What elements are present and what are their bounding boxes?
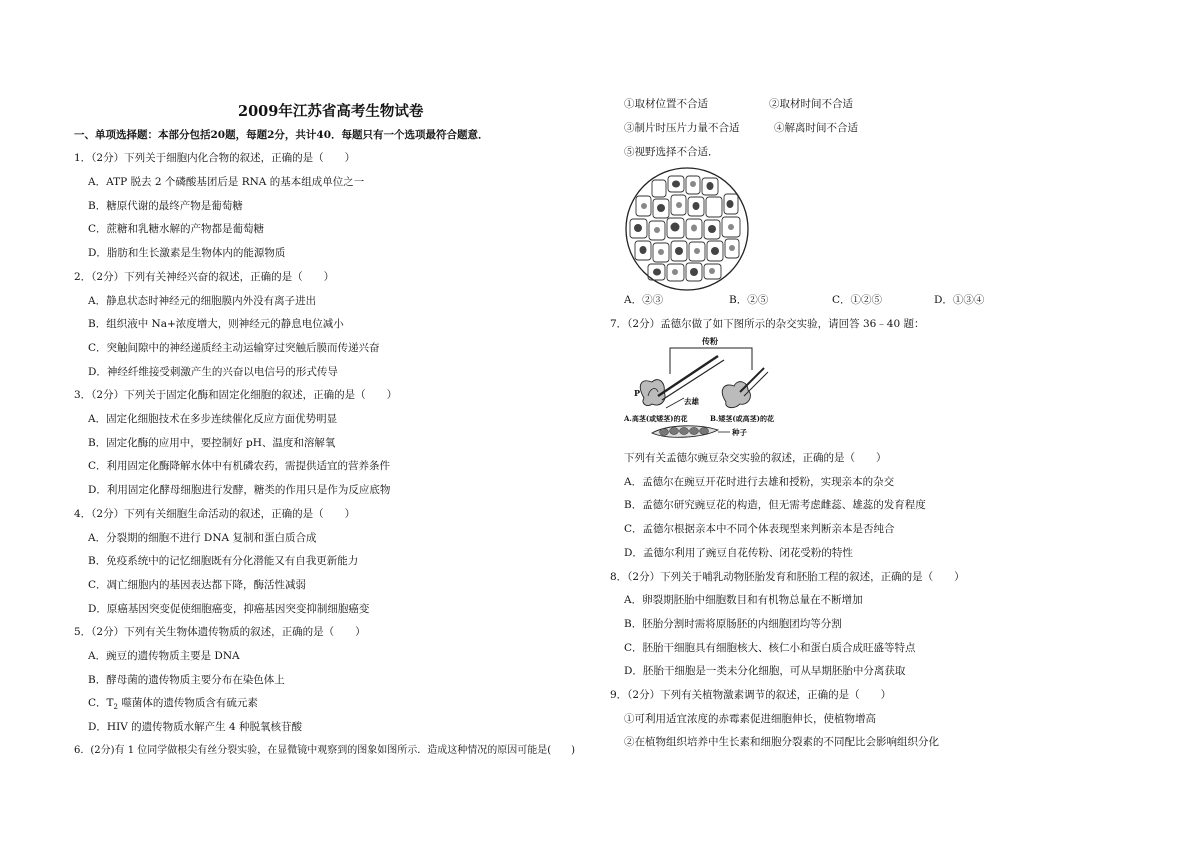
q1-option-a: A．ATP 脱去 2 个磷酸基团后是 RNA 的基本组成单位之一 — [88, 176, 365, 188]
section-heading: 一、单项选择题：本部分包括20题，每题2分，共计40．每题只有一个选项最符合题意． — [74, 129, 489, 141]
microscope-view-figure — [624, 166, 750, 292]
q6-item-1: ①取材位置不合适 — [624, 98, 708, 110]
q4-option-a: A．分裂期的细胞不进行 DNA 复制和蛋白质合成 — [88, 532, 317, 544]
q2-option-c: C．突触间隙中的神经递质经主动运输穿过突触后膜而传递兴奋 — [88, 342, 380, 354]
q5-option-c-prefix: C．T — [88, 697, 114, 709]
q9-stem: 9．（2分）下列有关植物激素调节的叙述，正确的是（ ） — [610, 689, 892, 701]
q2-option-b: B．组织液中 Na+浓度增大，则神经元的静息电位减小 — [88, 318, 344, 330]
q3-option-c: C．利用固定化酶降解水体中有机磷农药，需提供适宜的营养条件 — [88, 460, 391, 472]
q7-sub-stem: 下列有关孟德尔豌豆杂交实验的叙述，正确的是（ ） — [624, 452, 887, 464]
q1-option-b: B．糖原代谢的最终产物是葡萄糖 — [88, 200, 243, 212]
q8-stem: 8．（2分）下列关于哺乳动物胚胎发育和胚胎工程的叙述，正确的是（ ） — [610, 571, 965, 583]
q6-item-4: ④解离时间不合适 — [774, 122, 858, 134]
q7-option-a: A．孟德尔在豌豆开花时进行去雄和授粉，实现亲本的杂交 — [624, 476, 895, 488]
q6-option-b: B．②⑤ — [729, 294, 769, 306]
q2-option-a: A．静息状态时神经元的细胞膜内外没有离子进出 — [88, 295, 317, 307]
q7-option-d: D．孟德尔利用了豌豆自花传粉、闭花受粉的特性 — [624, 547, 853, 559]
q6-stem: 6．(2分)有 1 位同学做根尖有丝分裂实验，在显微镜中观察到的图象如图所示．造成这种情况的原因可能是( ) — [74, 745, 576, 756]
q2-stem: 2．（2分）下列有关神经兴奋的叙述，正确的是（ ） — [74, 271, 335, 283]
q3-stem: 3．（2分）下列关于固定化酶和固定化细胞的叙述，正确的是（ ） — [74, 389, 398, 401]
q3-option-b: B．固定化酶的应用中，要控制好 pH、温度和溶解氧 — [88, 437, 336, 449]
q4-option-b: B．免疫系统中的记忆细胞既有分化潜能又有自我更新能力 — [88, 555, 359, 567]
q5-option-b: B．酵母菌的遗传物质主要分布在染色体上 — [88, 674, 285, 686]
q6-item-5: ⑤视野选择不合适． — [624, 146, 719, 158]
q4-stem: 4．（2分）下列有关细胞生命活动的叙述，正确的是（ ） — [74, 508, 356, 520]
q5-option-c — [88, 696, 258, 714]
q5-option-c-text: 噬菌体的遗传物质含有硫元素 — [118, 697, 258, 709]
q1-option-d: D．脂肪和生长激素是生物体内的能源物质 — [88, 247, 286, 259]
q4-option-d: D．原癌基因突变促使细胞癌变，抑癌基因突变抑制细胞癌变 — [88, 603, 370, 615]
mendel-figure-label-b: B.矮茎(或高茎)的花 — [710, 414, 774, 423]
q2-option-d: D．神经纤维接受刺激产生的兴奋以电信号的形式传导 — [88, 366, 338, 378]
q5-option-d: D．HIV 的遗传物质水解产生 4 种脱氧核苷酸 — [88, 721, 302, 733]
q5-option-c-subscript: 2 — [113, 703, 119, 712]
q1-stem: 1．（2分）下列关于细胞内化合物的叙述，正确的是（ ） — [74, 152, 356, 164]
q5-stem: 5．（2分）下列有关生物体遗传物质的叙述，正确的是（ ） — [74, 626, 366, 638]
mendel-figure-label-seed: 种子 — [732, 428, 747, 437]
q5-option-a: A．豌豆的遗传物质主要是 DNA — [88, 650, 240, 662]
mendel-figure-label-top: 传粉 — [702, 336, 718, 346]
q7-stem: 7．（2分）孟德尔做了如下图所示的杂交实验，请回答 36﹣40 题： — [610, 318, 925, 330]
mendel-figure-label-a: A.高茎(或矮茎)的花 — [624, 414, 688, 423]
q6-option-a: A．②③ — [624, 294, 664, 306]
q4-option-c: C．凋亡细胞内的基因表达都下降，酶活性减弱 — [88, 579, 307, 591]
mendel-cross-drawing — [622, 338, 792, 446]
q6-item-3: ③制片时压片力量不合适 — [624, 122, 740, 134]
q3-option-d: D．利用固定化酵母细胞进行发酵，糖类的作用只是作为反应底物 — [88, 484, 391, 496]
q8-option-d: D．胚胎干细胞是一类未分化细胞，可从早期胚胎中分离获取 — [624, 665, 906, 677]
q1-option-c: C．蔗糖和乳糖水解的产物都是葡萄糖 — [88, 223, 265, 235]
q9-item-2: ②在植物组织培养中生长素和细胞分裂素的不同配比会影响组织分化 — [624, 736, 939, 748]
q9-item-1: ①可利用适宜浓度的赤霉素促进细胞伸长，使植物增高 — [624, 713, 876, 725]
q6-option-c: C．①②⑤ — [832, 294, 883, 306]
q8-option-c: C．胚胎干细胞具有细胞核大、核仁小和蛋白质合成旺盛等特点 — [624, 642, 916, 654]
q6-option-d: D．①③④ — [934, 294, 985, 306]
q7-option-c: C．孟德尔根据亲本中不同个体表现型来判断亲本是否纯合 — [624, 523, 895, 535]
page-title: 2009年江苏省高考生物试卷 — [238, 103, 424, 120]
q7-option-b: B．孟德尔研究豌豆花的构造，但无需考虑雌蕊、雄蕊的发育程度 — [624, 499, 926, 511]
mendel-figure-label-p: P — [634, 388, 641, 398]
mendel-cross-figure — [622, 338, 792, 446]
q8-option-a: A．卵裂期胚胎中细胞数目和有机物总量在不断增加 — [624, 594, 863, 606]
q6-item-2: ②取材时间不合适 — [769, 98, 853, 110]
mendel-figure-label-emasculate: 去雄 — [684, 397, 699, 406]
q3-option-a: A．固定化细胞技术在多步连续催化反应方面优势明显 — [88, 413, 338, 425]
q8-option-b: B．胚胎分割时需将原肠胚的内细胞团均等分割 — [624, 618, 842, 630]
